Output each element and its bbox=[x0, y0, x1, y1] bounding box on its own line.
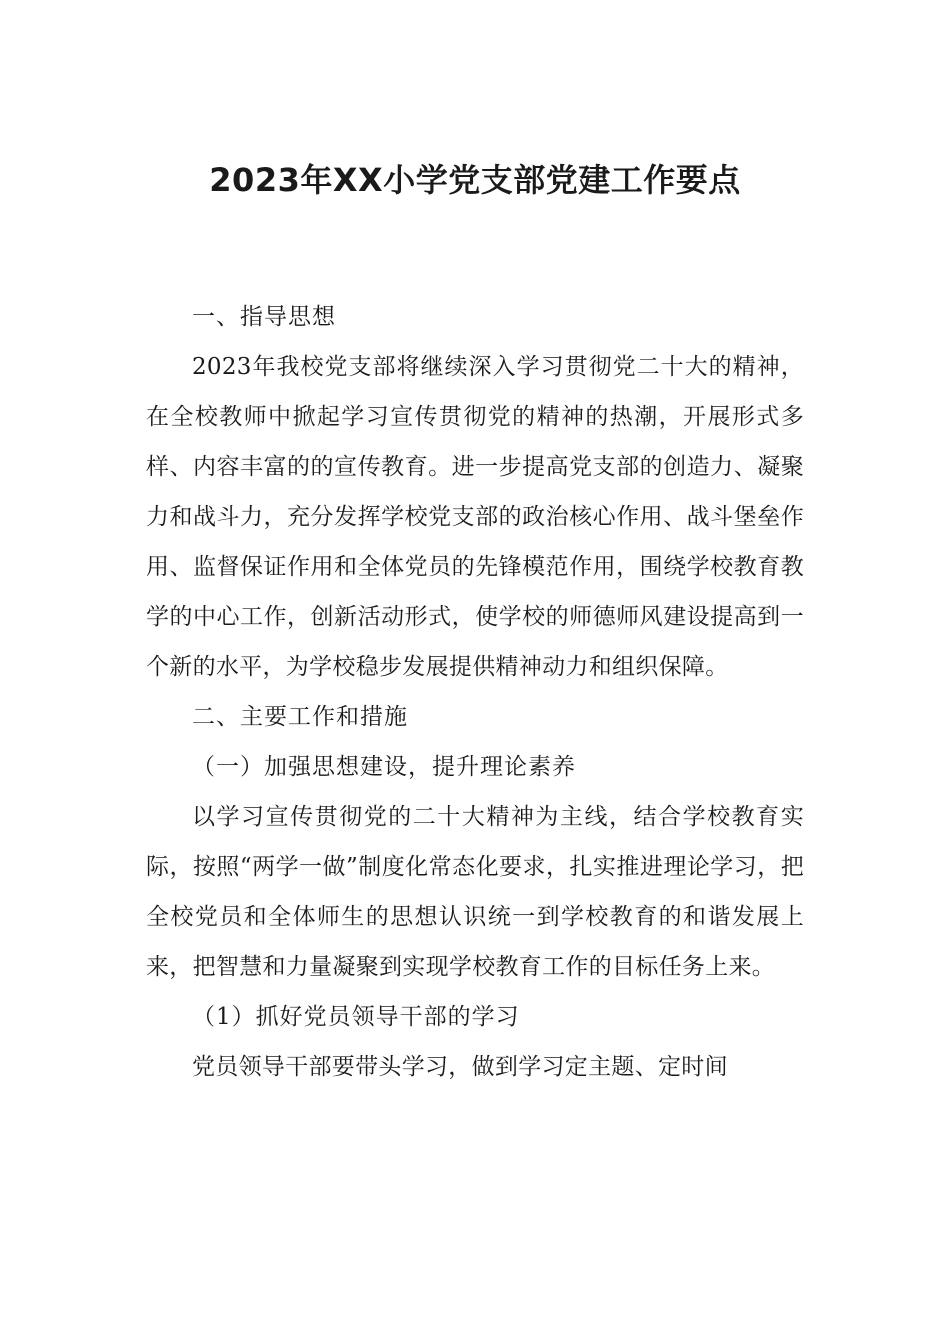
document-title: 2023年XX小学党支部党建工作要点 bbox=[209, 161, 741, 199]
heading-guiding-ideology: 一、指导思想 bbox=[192, 304, 336, 330]
paragraph-leader-study: 党员领导干部要带头学习，做到学习定主题、定时间 bbox=[192, 1054, 728, 1080]
subheading-leader-study: （1）抓好党员领导干部的学习 bbox=[192, 1004, 520, 1030]
document-body bbox=[146, 292, 804, 1092]
paragraph-guiding-ideology: 2023年我校党支部将继续深入学习贯彻党二十大的精神，在全校教师中掀起学习宣传贯彻党的精神的热潮，开展形式多样、内容丰富的的宣传教育。进一步提高党支部的创造力、凝聚力和战斗力，充分发挥学校党支部的政治核心作用、战斗堡垒作用、监督保证作用和全体党员的先锋模范作用，围绕学校教育教学的中心工作，创新活动形式，使学校的师德师风建设提高到一个新的水平，为学校稳步发展提供精神动力和组织保障。 bbox=[146, 354, 804, 680]
paragraph-ideological-building: 以学习宣传贯彻党的二十大精神为主线，结合学校教育实际，按照“两学一做”制度化常态化要求，扎实推进理论学习，把全校党员和全体师生的思想认识统一到学校教育的和谐发展上来，把智慧和力量凝聚到实现学校教育工作的目标任务上来。 bbox=[146, 804, 804, 980]
subheading-ideological-building: （一）加强思想建设，提升理论素养 bbox=[192, 754, 576, 780]
heading-main-work: 二、主要工作和措施 bbox=[192, 704, 408, 730]
